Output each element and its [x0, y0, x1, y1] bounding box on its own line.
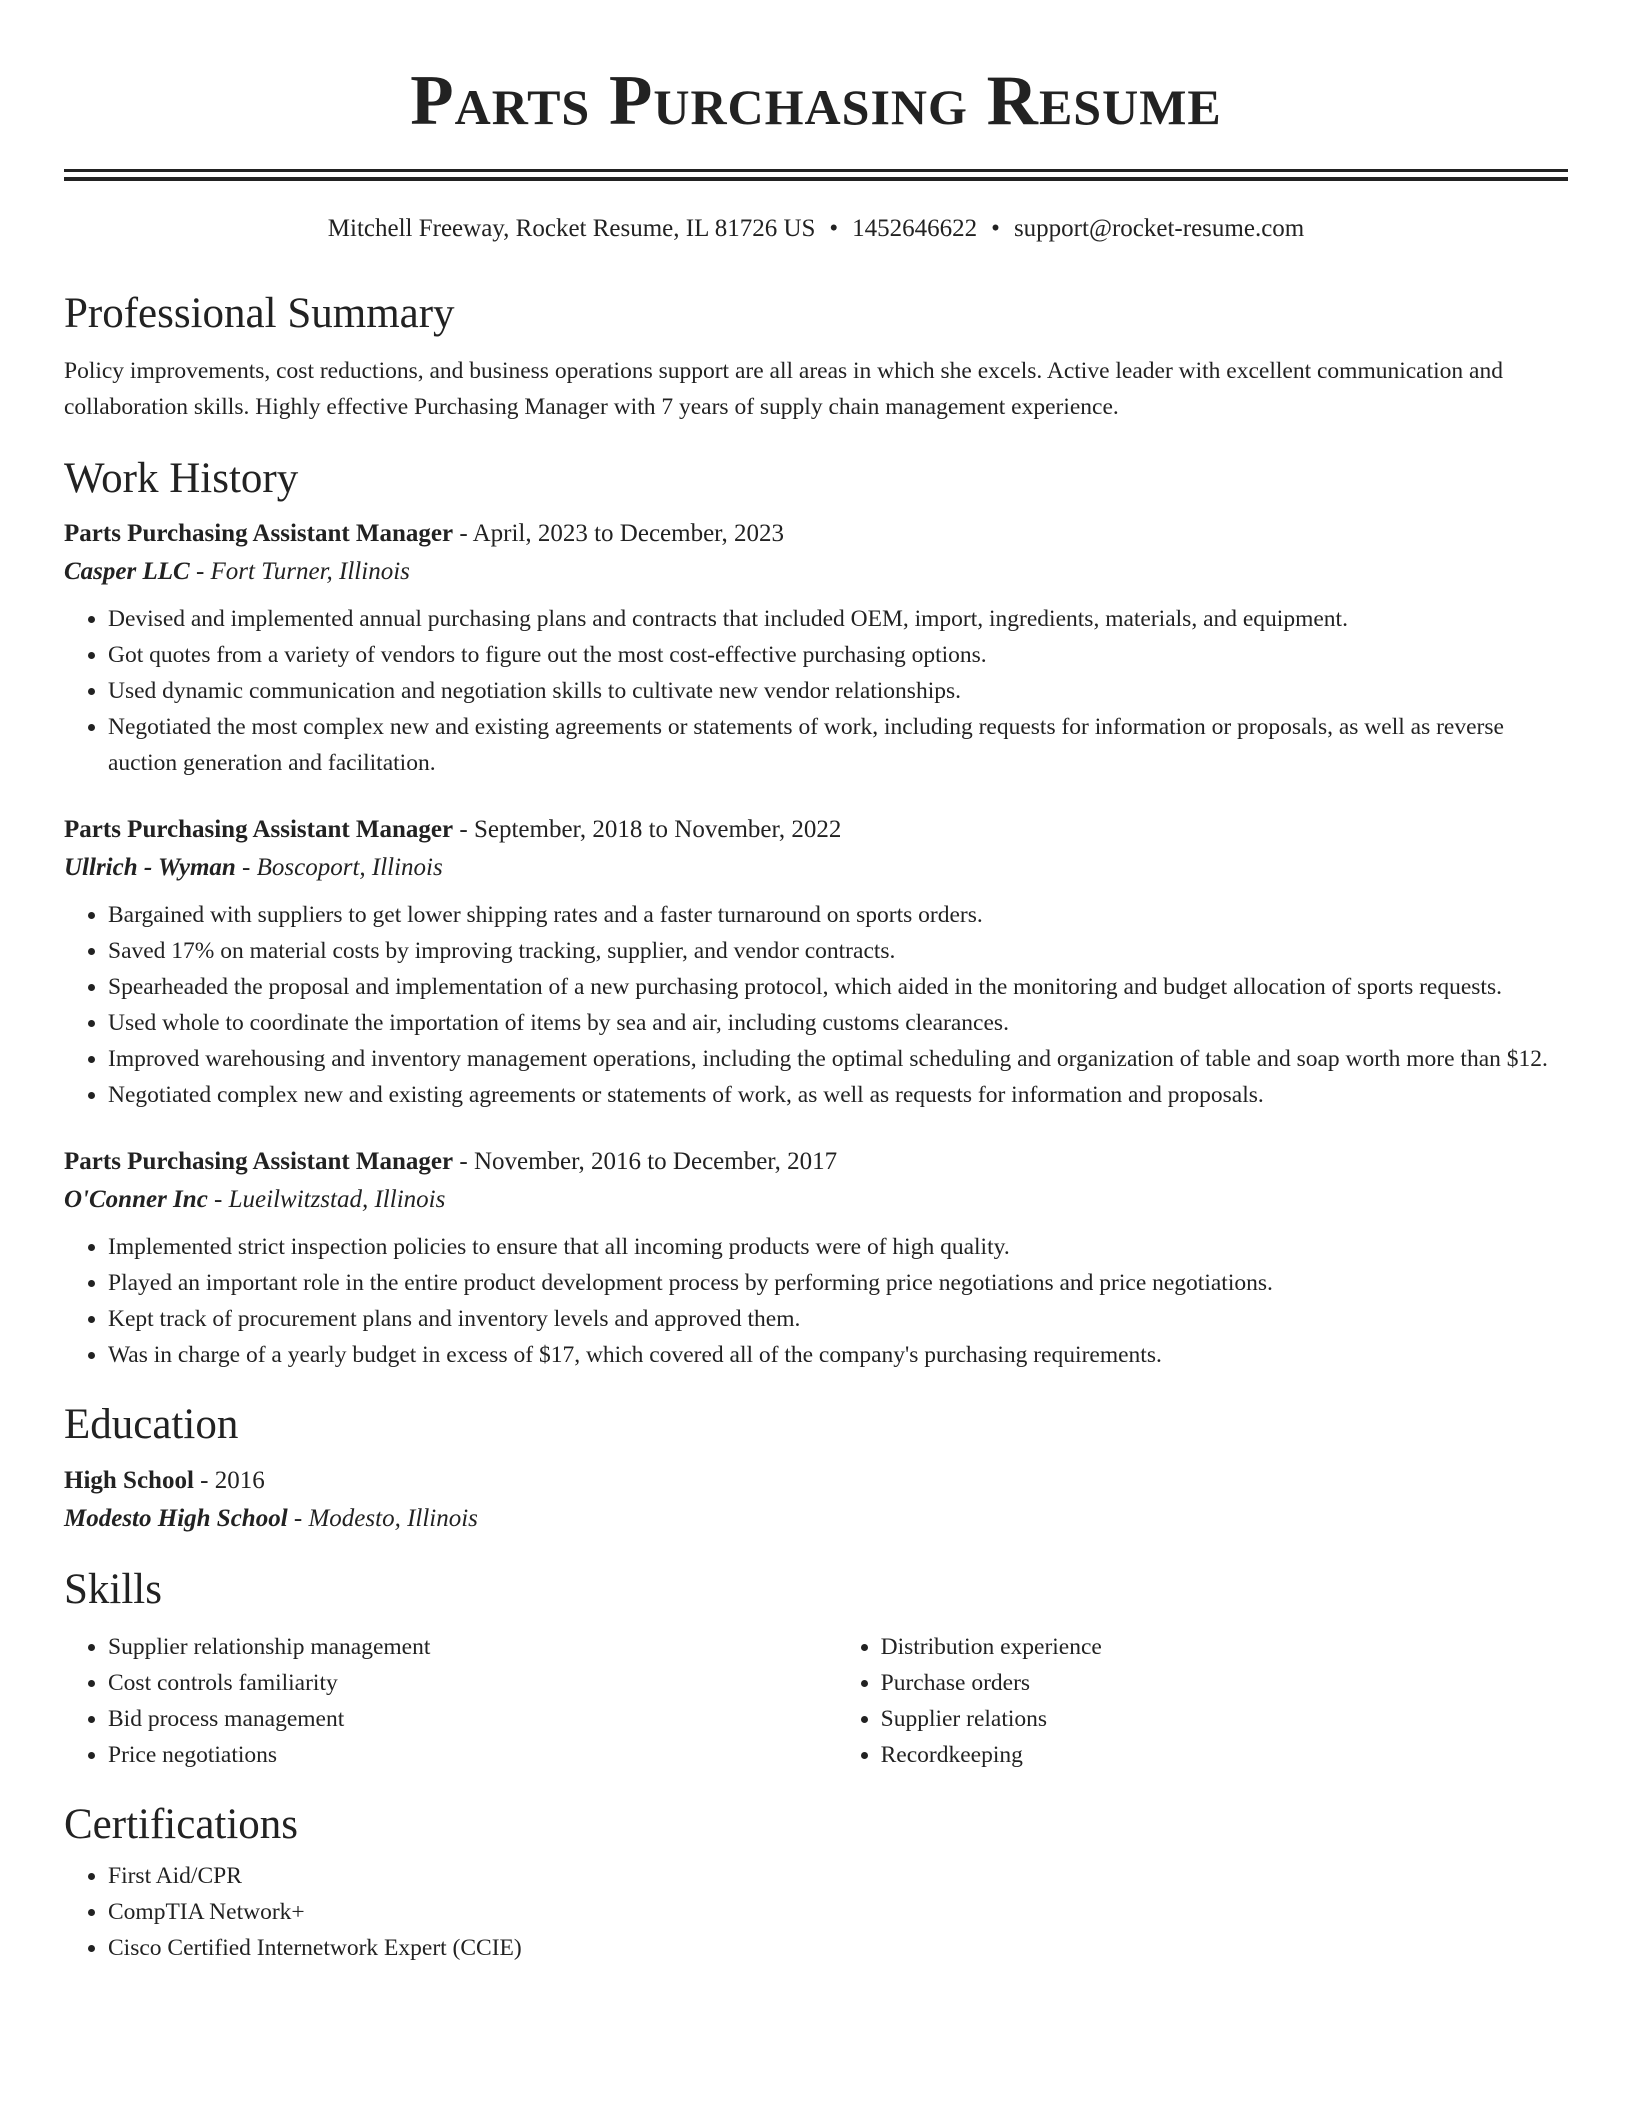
contact-address: Mitchell Freeway, Rocket Resume, IL 81726 US — [327, 215, 816, 242]
job-dates: - November, 2016 to December, 2017 — [453, 1147, 838, 1175]
list-item: • Saved 17% on material costs by improving tracking, supplier, and vendor contracts. — [108, 933, 1568, 969]
list-item: • Cisco Certified Internetwork Expert (CCIE) — [108, 1930, 1568, 1966]
education-degree-line — [64, 1462, 1568, 1500]
job-company-line — [64, 849, 1568, 887]
job-company-line — [64, 553, 1568, 591]
job-title-line — [64, 1143, 1568, 1181]
list-item: • Used dynamic communication and negotiation skills to cultivate new vendor relationships. — [108, 673, 1568, 709]
job-title: Parts Purchasing Assistant Manager — [64, 519, 454, 547]
list-item: • Was in charge of a yearly budget in excess of $17, which covered all of the company's purchasing requirements. — [108, 1337, 1568, 1373]
skills-list-left — [64, 1629, 837, 1773]
job-dates: - September, 2018 to November, 2022 — [453, 815, 842, 843]
contact-email: support@rocket-resume.com — [1013, 215, 1305, 242]
job-location: - Boscoport, Illinois — [235, 853, 443, 881]
summary-text: Policy improvements, cost reductions, and business operations support are all areas in which she excels. Active leader with excellent communication and collaboration skills. Highly effective Purchasing Manager with 7 years of supply chain management experience. — [64, 358, 1503, 421]
summary-heading: Professional Summary — [64, 290, 455, 337]
work-history-section — [64, 455, 1568, 1372]
job-location: - Lueilwitzstad, Illinois — [207, 1185, 446, 1213]
job-company: O'Conner Inc — [64, 1185, 208, 1213]
list-item: • Bargained with suppliers to get lower shipping rates and a faster turnaround on sports orders. — [108, 897, 1568, 933]
contact-separator: • — [991, 215, 1000, 242]
list-item: • CompTIA Network+ — [108, 1894, 1568, 1930]
education-entry — [64, 1462, 1568, 1538]
contact-separator: • — [829, 215, 839, 242]
job-entry — [64, 811, 1568, 1113]
list-item: • Used whole to coordinate the importation of items by sea and air, including customs clearances. — [108, 1005, 1568, 1041]
resume-title: Parts Purchasing Resume — [410, 62, 1222, 140]
contact-line — [64, 214, 1568, 244]
job-company-line — [64, 1181, 1568, 1219]
job-entry — [64, 515, 1568, 781]
work-history-heading: Work History — [64, 455, 299, 503]
certifications-list — [64, 1858, 1568, 1966]
list-item: • Spearheaded the proposal and implementation of a new purchasing protocol, which aided in the monitoring and budget allocation of sports requests. — [108, 969, 1568, 1005]
education-year: - 2016 — [193, 1466, 265, 1494]
certifications-heading: Certifications — [64, 1801, 299, 1849]
job-bullets — [64, 601, 1568, 781]
list-item: • Improved warehousing and inventory management operations, including the optimal scheduling and organization of table and soap worth more than $12. — [108, 1041, 1568, 1077]
job-title: Parts Purchasing Assistant Manager — [64, 815, 454, 843]
job-location: - Fort Turner, Illinois — [189, 557, 410, 585]
education-school: Modesto High School — [64, 1504, 288, 1532]
list-item: • Cost controls familiarity — [108, 1665, 837, 1701]
skills-columns — [64, 1623, 1568, 1773]
list-item: • Played an important role in the entire product development process by performing price negotiations and price negotiations. — [108, 1265, 1568, 1301]
list-item: • Negotiated complex new and existing agreements or statements of work, as well as requests for information and proposals. — [108, 1077, 1568, 1113]
list-item: • Distribution experience — [881, 1629, 1568, 1665]
list-item: • Negotiated the most complex new and existing agreements or statements of work, including requests for information or proposals, as well as reverse auction generation and facilitation. — [108, 709, 1568, 781]
job-title: Parts Purchasing Assistant Manager — [64, 1147, 454, 1175]
list-item: • First Aid/CPR — [108, 1858, 1568, 1894]
education-degree: High School — [64, 1466, 194, 1494]
list-item: • Supplier relations — [881, 1701, 1568, 1737]
job-company: Ullrich - Wyman — [64, 853, 236, 881]
education-location: - Modesto, Illinois — [287, 1504, 478, 1532]
skills-list-right — [837, 1629, 1568, 1773]
list-item: • Got quotes from a variety of vendors to figure out the most cost-effective purchasing options. — [108, 637, 1568, 673]
job-bullets — [64, 1229, 1568, 1373]
job-dates: - April, 2023 to December, 2023 — [453, 519, 784, 547]
title-divider — [64, 169, 1568, 181]
job-bullets — [64, 897, 1568, 1113]
list-item: • Kept track of procurement plans and inventory levels and approved them. — [108, 1301, 1568, 1337]
certifications-section — [64, 1801, 1568, 1966]
list-item: • Purchase orders — [881, 1665, 1568, 1701]
list-item: • Recordkeeping — [881, 1737, 1568, 1773]
education-school-line — [64, 1500, 1568, 1538]
skills-heading: Skills — [64, 1565, 162, 1613]
list-item: • Supplier relationship management — [108, 1629, 837, 1665]
job-title-line — [64, 811, 1568, 849]
list-item: • Price negotiations — [108, 1737, 837, 1773]
list-item: • Devised and implemented annual purchasing plans and contracts that included OEM, import, ingredients, materials, and equipment. — [108, 601, 1568, 637]
job-entry — [64, 1143, 1568, 1373]
contact-phone: 1452646622 — [852, 215, 978, 242]
list-item: • Implemented strict inspection policies to ensure that all incoming products were of high quality. — [108, 1229, 1568, 1265]
list-item: • Bid process management — [108, 1701, 837, 1737]
job-title-line — [64, 515, 1568, 553]
summary-section — [64, 290, 1568, 425]
education-section — [64, 1401, 1568, 1538]
job-company: Casper LLC — [64, 557, 190, 585]
education-heading: Education — [64, 1400, 239, 1448]
skills-section — [64, 1566, 1568, 1773]
